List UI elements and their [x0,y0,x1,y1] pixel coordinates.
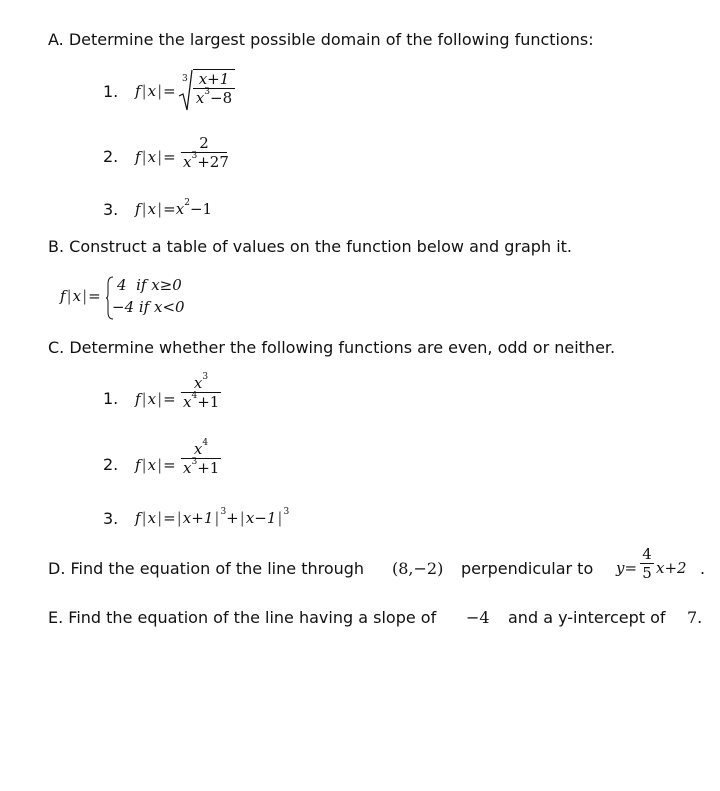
item-number: 3. [103,200,119,219]
item-number: 1. [103,389,119,408]
function-a3: $f|x|=x^2-1$ [135,198,213,218]
section-d-question: D. Find the equation of the line through (8,−2) perpendicular to y= $\frac{4}{5}$ x+2 . [48,545,706,582]
point-value: (8,−2) [392,559,444,578]
section-b-heading: B. Construct a table of values on the function below and graph it. [48,237,572,256]
item-number: 3. [103,509,119,528]
section-c-heading: C. Determine whether the following functions are even, odd or neither. [48,338,616,357]
item-number: 2. [103,455,119,474]
piecewise-function: f|x|= 4 if x≥0 −4 if x<0 [60,276,220,320]
item-number: 2. [103,147,119,166]
intercept-value: 7. [687,608,703,627]
slope-value: −4 [466,608,490,627]
item-number: 1. [103,82,119,101]
section-e-question: E. Find the equation of the line having a slope of −4 and a y-intercept of 7. [48,608,703,627]
function-c3: $f|x|=|x+1|^3+|x-1|^3$ [135,507,290,527]
section-a-heading: A. Determine the largest possible domain of the following functions: [48,30,594,49]
